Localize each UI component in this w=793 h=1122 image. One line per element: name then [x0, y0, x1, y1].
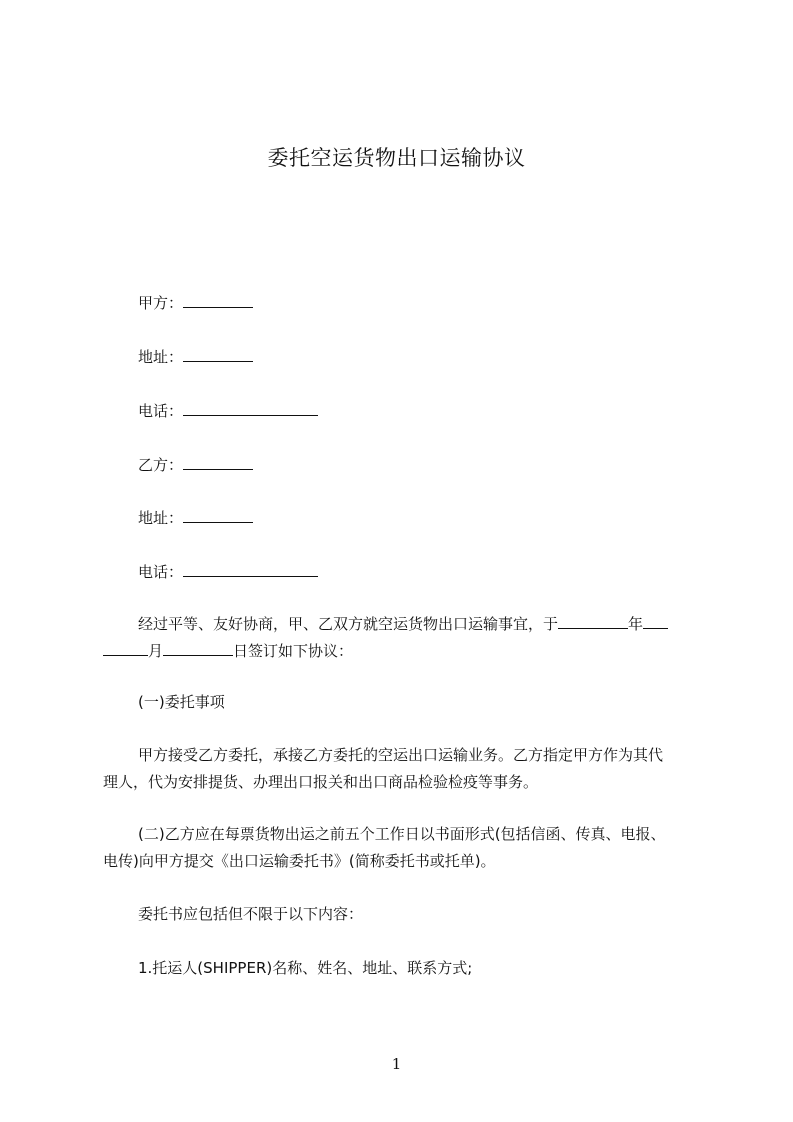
- intro-month-blank-part2[interactable]: [103, 640, 148, 656]
- party-a-address-label: 地址：: [138, 348, 184, 366]
- section-2-line-1: (二)乙方应在每票货物出运之前五个工作日以书面形式(包括信函、传真、电报、: [138, 825, 666, 843]
- page-number: 1: [391, 1055, 402, 1073]
- party-b-phone-line: [138, 561, 738, 583]
- party-b-address-label: 地址：: [138, 509, 184, 527]
- section-1-paragraph-line-2: 理人，代为安排提货、办理出口报关和出口商品检验检疫等事务。: [103, 773, 539, 791]
- intro-month-label: 月: [148, 642, 164, 660]
- party-a-label: 甲方：: [138, 294, 184, 312]
- party-b-line: [138, 454, 738, 476]
- section-2-line-2: 电传)向甲方提交《出口运输委托书》(简称委托书或托单)。: [103, 852, 496, 870]
- party-a-phone-blank[interactable]: [183, 400, 318, 416]
- party-b-address-line: [138, 507, 738, 529]
- party-b-label: 乙方：: [138, 456, 184, 474]
- section-1-paragraph-line-1: 甲方接受乙方委托，承接乙方委托的空运出口运输业务。乙方指定甲方作为其代: [138, 746, 664, 764]
- intro-day-blank[interactable]: [163, 640, 233, 656]
- party-a-blank[interactable]: [183, 292, 253, 308]
- section-2-subheading: 委托书应包括但不限于以下内容：: [138, 905, 364, 923]
- party-b-address-blank[interactable]: [183, 507, 253, 523]
- party-a-address-blank[interactable]: [183, 346, 253, 362]
- intro-line-1: [138, 613, 703, 635]
- document-title: 委托空运货物出口运输协议: [267, 146, 526, 170]
- party-a-address-line: [138, 346, 738, 368]
- intro-year-label: 年: [628, 615, 644, 633]
- party-a-phone-label: 电话：: [138, 402, 184, 420]
- party-b-phone-label: 电话：: [138, 563, 184, 581]
- intro-day-text: 日签订如下协议：: [233, 642, 354, 660]
- party-a-phone-line: [138, 400, 738, 422]
- intro-month-blank-part1[interactable]: [643, 613, 668, 629]
- list-item-1: 1.托运人(SHIPPER)名称、姓名、地址、联系方式;: [138, 959, 473, 977]
- intro-text: 经过平等、友好协商，甲、乙双方就空运货物出口运输事宜，于: [138, 615, 559, 633]
- party-b-phone-blank[interactable]: [183, 561, 318, 577]
- section-1-heading: (一)委托事项: [138, 693, 225, 711]
- party-a-line: [138, 292, 738, 314]
- party-b-blank[interactable]: [183, 454, 253, 470]
- intro-year-blank[interactable]: [558, 613, 628, 629]
- intro-line-2: [103, 640, 703, 662]
